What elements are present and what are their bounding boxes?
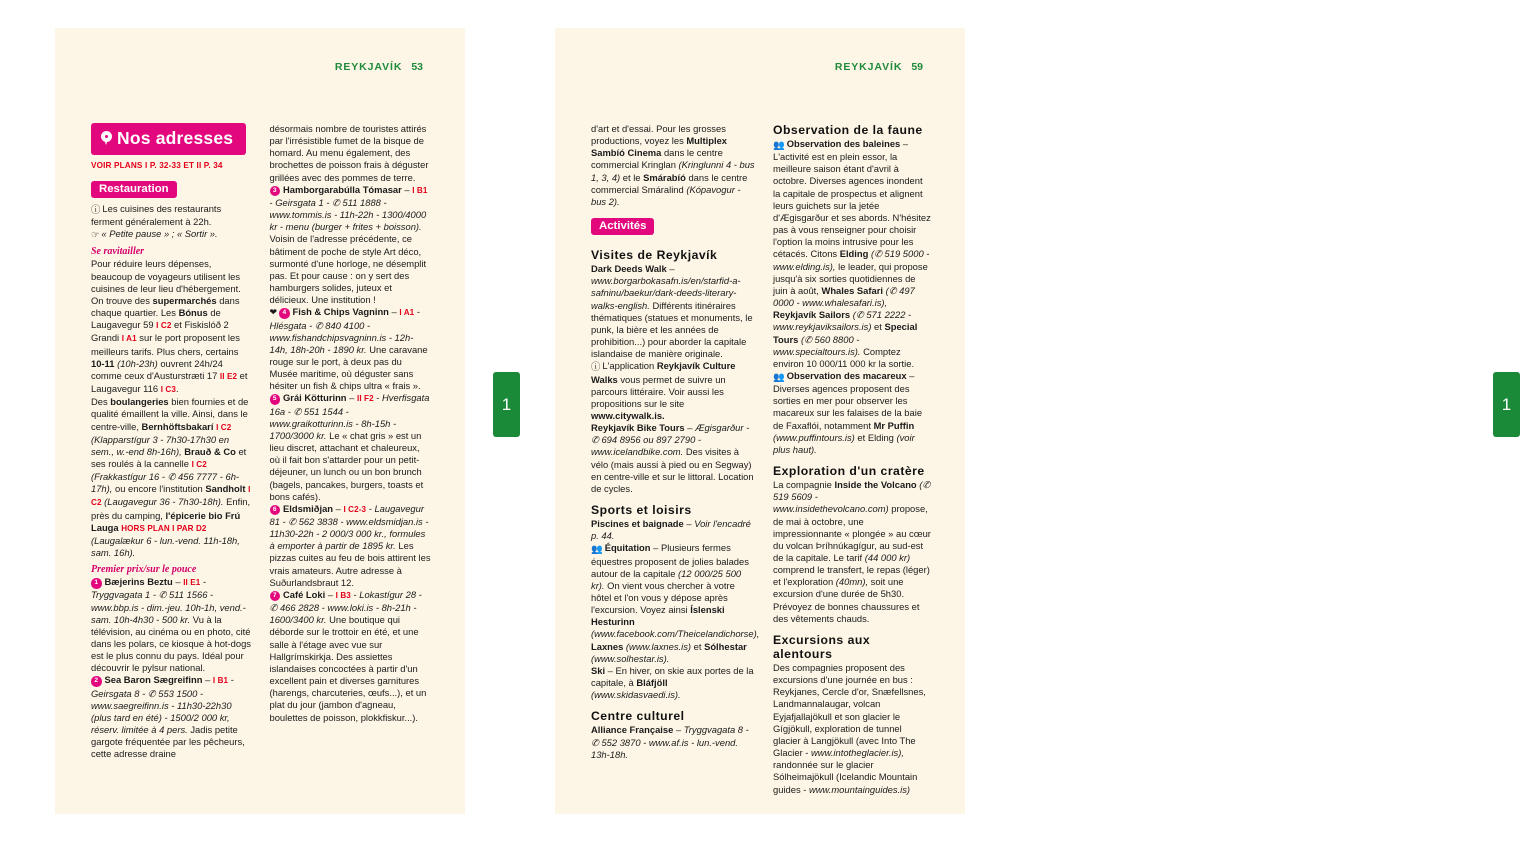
entry-number-badge: 2 [91,676,102,687]
entry-number-badge: 5 [270,394,281,405]
entry-number-badge: 1 [91,578,102,589]
entry-name: Dark Deeds Walk [591,263,667,275]
entry-map-code: I B1 [212,676,229,686]
entry-text: Voisin de l'adresse précédente, ce bâtiment de poche de style Art déco, surmonté d'une horloge, ne désemplit pas. Et pour cause : on y sert des hamburgers solides, juteux et délicieux. Une institution ! [269,233,427,306]
heading-cratere: Exploration d'un cratère [773,464,925,479]
horse-riding-icon: 👥 [591,543,603,555]
right-column-2 [773,123,931,795]
entry-map-code: I B1 [412,185,428,195]
entry-name: Reykjavík Bike Tours [591,422,685,434]
entry-name: Café Loki [283,588,326,600]
folio-page-number: 59 [911,61,923,73]
entry-text: Le « chat gris » est un lieu discret, attachant et chaleureux, où il fait bon s'attarder pour un petit-déjeuner, un lunch ou un bon brunch (bagels, pancakes, burgers, toasts et bons cafés). [269,429,424,502]
para-supermarches: Pour réduire leurs dépenses, beaucoup de voyageurs utilisent les cuisines de leur lieu d'hébergement. On trouve des supermarchés dans chaque quartier. Les Bónus de Laugavegur 59 I C2 et Fiskislóð 2 Grandi I A1 sur le port proposent les meilleurs tarifs. Plus chers, certains 10-11 (10h-23h) ouvrent 24h/24 comme ceux d'Austurstræti 17 II E2 et Laugavegur 116 I C3. [91,258,248,395]
right-page [555,28,1512,814]
entry-name: Équitation [604,542,651,554]
listing-entry-7: 7 Café Loki – I B3 - Lokastígur 28 - ✆ 466 2828 - www.loki.is - 8h-21h - 1600/3400 kr. Une boutique qui déborde sur le trottoir en été, et une salle à l'étage avec vue sur Hallgrímskirkja. Des assiettes islandaises concoctées à partir d'un excellent pain et diverses garnitures (harengs, charcuteries, œufs...), et un plat du jour (jambon d'agneau, boulettes de poisson, plokkfiskur...). [269,588,427,723]
left-page-columns [91,123,431,784]
listing-piscines: Piscines et baignade – Voir l'encadré p. 44. [591,518,751,542]
entry-text: Vu à la télévision, au cinéma ou en photo, cité dans les polars, ce kiosque à hot-dogs est le plus connu du pays. Idéal pour découvrir le pylsur national. [91,613,251,674]
entry-details: Tryggvagata 8 - ✆ 552 3870 - www.af.is - lun.-vend. 13h-18h. [591,724,749,760]
entry-name: Observation des baleines [786,138,901,149]
entry-details: Laugavegur 81 - ✆ 562 3838 - www.eldsmidjan.is - 11h30-22h - 2 000/3 000 kr., formules à emporter à partir de 1895 kr. [269,502,429,552]
folio-city: REYKJAVÍK [334,61,403,73]
entry-number-badge: 7 [270,591,281,602]
entry-text: Une caravane rouge sur le port, à deux pas du Musée maritime, où déguster sans hésiter un fish & chips ultra « frais ». [269,343,428,392]
para-boulangeries: Des boulangeries bien fournies et de qualité émaillent la ville. Ainsi, dans le centre-ville, Bernhöftsbakarí I C2 (Klapparstígur 3 - 7h30-17h30 en sem., w.-end 8h-16h), Brauð & Co et ses roulés à la cannelle I C2 (Frakkastígur 16 - ✆ 456 7777 - 6h-17h), ou encore l'institution Sandholt I C2 (Laugavegur 36 - 7h30-18h). Enfin, près du camping, l'épicerie bio Frú Lauga HORS PLAN I PAR D2 (Laugalækur 6 - lun.-vend. 11h-18h, sam. 16h). [91,396,251,559]
para-cratere: La compagnie Inside the Volcano (✆ 519 5609 - www.insidethevolcano.com) propose, de mai à octobre, une impressionnante « plongée » au cœur du volcan Þríhnúkagígur, au sud-est de la capitale. Le tarif (44 000 kr) comprend le transfert, le repas (léger) et l'exploration (40mn), soit une excursion d'une durée de 5h30. Prévoyez de bonnes chaussures et des vêtements chauds. [773,479,931,624]
entry-name: Piscines et baignade [591,518,684,530]
intro-hours: ⓘ Les cuisines des restaurants ferment généralement à 22h. [91,203,222,228]
entry-name: Sea Baron Sægreifinn [104,674,203,686]
entry-text: Les pizzas cuites au feu de bois attirent les vrais amateurs. Autre adresse à Suðurlandsbraut 12. [269,540,431,588]
listing-entry-4: ❤ 4 Fish & Chips Vagninn – I A1 - Hlésgata - ✆ 840 4100 - www.fishandchipsvagninn.is - 12h-14h, 18h-20h - 1890 kr. Une caravane rouge sur le port, à deux pas du Musée maritime, où déguster sans hésiter un fish & chips ultra « frais ». [269,306,428,392]
entry-name: Observation des macareux [786,369,907,381]
right-column-1 [591,123,760,784]
entry-map-code: I C2-3 [343,504,367,514]
listing-equitation: 👥 Équitation – Plusieurs fermes équestres proposent de jolies balades autour de la capitale (12 000/25 500 kr). On vient vous chercher à votre hôtel et l'on vous y dépose après l'excursion. Voyez ainsi Íslenski Hesturinn (www.facebook.com/Theicelandichorse), Laxnes (www.laxnes.is) et Sólhestar (www.solhestar.is). [591,542,760,664]
left-column-1 [91,123,253,784]
entry-text: Différents itinéraires thématiques (statues et monuments, le punk, la bière et les années de prohibition...) pour aborder la capitale islandaise de manière originale. [591,299,753,360]
listing-entry-5: 5 Grái Kötturinn – II F2 - Hverfisgata 16a - ✆ 551 1544 - www.graikotturinn.is - 8h-15h - 1700/3000 kr. Le « chat gris » est un lieu discret, attachant et chaleureux, où il fait bon s'attarder pour un petit-déjeuner, un lunch ou un bon brunch (bagels, pancakes, burgers, toasts et bons cafés). [269,392,430,502]
entry-map-code: I A1 [399,308,415,318]
entry-text: Voir l'encadré p. 44. [591,518,751,542]
folio-city: REYKJAVÍK [834,61,903,73]
entry-map-code: II E1 [183,578,201,588]
listing-bike-tours: Reykjavík Bike Tours – Ægisgarður - ✆ 694 8956 ou 897 2790 - www.icelandbike.com. Des visites à vélo (mais aussi à pied ou en Segway) en centre-ville et sur le littoral. Location de cycles. [591,422,754,494]
pointer-icon: ☞ [91,229,100,241]
heading-visites: Visites de Reykjavík [591,248,718,263]
heading-faune: Observation de la faune [773,123,923,137]
entry-text: Une boutique qui déborde sur le trottoir en été, et une salle à l'étage avec vue sur Hallgrímskirkja. Des assiettes islandaises concoctées à partir d'un excellent pain et diverses garnitures (harengs, charcuteries, œufs...), et un plat du jour (jambon d'agneau, boulettes de poisson, plokkfiskur...). [269,614,427,723]
listing-ski: Ski – En hiver, on skie aux portes de la capitale, à Bláfjöll (www.skidasvaedi.is). [591,664,754,701]
heading-excursions: Excursions aux alentours [773,632,871,661]
chapter-tab-label: 1 [1501,394,1512,414]
left-page [55,28,512,814]
listing-macareux: 👥 Observation des macareux – Diverses agences proposent des sorties en mer pour observer les macareux sur les falaises de la baie de Faxaflói, notamment Mr Puffin (www.puffintours.is) et Elding (voir plus haut). [773,369,923,455]
entry-text: Des visites à vélo (mais aussi à pied ou en Segway) en centre-ville et sur le littoral. Location de cycles. [591,446,754,494]
smartphone-app-icon: ⓘ [591,361,601,373]
entry-number-badge: 3 [270,186,281,197]
listing-dark-deeds: Dark Deeds Walk – www.borgarbokasafn.is/en/starfid-a-safninu/baekur/dark-deeds-literary-walks-english. Différents itinéraires thématiques (statues et monuments, le punk, la bière et les années de prohibition...) pour aborder la capitale islandaise de manière originale. [591,263,753,360]
entry-name: Grái Kötturinn [283,392,347,404]
plans-note: VOIR PLANS I P. 32-33 ET II P. 34 [91,161,223,170]
listing-alliance: Alliance Française – Tryggvagata 8 - ✆ 552 3870 - www.af.is - lun.-vend. 13h-18h. [591,724,749,760]
heading-sports: Sports et loisirs [591,503,692,518]
listing-baleines: 👥 Observation des baleines – L'activité est en plein essor, la meilleure saison étant d'avril à octobre. Diverses agences inondent la capitale de prospectus et alignent leurs guichets sur la jetée d'Ægisgarður et ses abords. N'hésitez pas à vous renseigner pour choisir l'option la moins intrusive pour les cétacés. Citons Elding (✆ 519 5000 - www.elding.is), le leader, qui propose jusqu'à six sorties quotidiennes de juin à août, Whales Safari (✆ 497 0000 - www.whalesafari.is), Reykjavík Sailors (✆ 571 2222 - www.reykjaviksailors.is) et Special Tours (✆ 560 8800 - www.specialtours.is). Comptez environ 10 000/11 000 kr la sortie. [773,138,931,369]
entry-name: Eldsmiðjan [283,502,334,514]
nos-adresses-banner [91,123,246,155]
entry-details: Hverfisgata 16a - ✆ 551 1544 - www.graikotturinn.is - 8h-15h - 1700/3000 kr. [269,392,430,441]
nos-adresses-title: Nos adresses [117,128,234,148]
right-page-folio [835,61,923,73]
entry-details: Geirsgata 8 - ✆ 553 1500 - www.saegreifinn.is - 11h30-22h30 (plus tard en été) - 1500/2 000 kr, réserv. limitée à 4 pers. [91,687,232,736]
listing-entry-6: 6 Eldsmiðjan – I C2-3 - Laugavegur 81 - ✆ 562 3838 - www.eldsmidjan.is - 11h30-22h - 2 000/3 000 kr., formules à emporter à partir de 1895 kr. Les pizzas cuites au feu de bois attirent les vrais amateurs. Autre adresse à Suðurlandsbraut 12. [269,502,431,588]
entry-name: Fish & Chips Vagninn [292,306,389,318]
entry-name: Ski [591,664,606,676]
entry-map-code: II F2 [356,394,374,404]
entry-details: Hlésgata - ✆ 840 4100 - www.fishandchipsvagninn.is - 12h-14h, 18h-20h - 1890 kr. [269,319,414,355]
continued-text: désormais nombre de touristes attirés par l'irrésistible fumet de la bisque de homard. Au menu également, des brochettes de poisson frais à déguster grillées avec des pommes de terre. [269,123,429,183]
listing-culture-walks: ⓘ L'application Reykjavík Culture Walks vous permet de suivre un parcours littéraire. Voir aussi les propositions sur le site www.citywalk.is. [591,360,736,421]
entry-text: Jadis petite gargote fréquentée par les pêcheurs, cette adresse draine [91,724,245,760]
heading-centre-culturel: Centre culturel [591,709,685,724]
subhead-se-ravitailler: Se ravitailler [91,246,145,258]
entry-details: Ægisgarður - ✆ 694 8956 ou 897 2790 - www.icelandbike.com. [591,422,750,458]
left-page-folio [335,61,423,73]
entry-name: Hamborgarabúlla Tómasar [283,183,402,195]
info-clock-icon: ⓘ [91,204,101,215]
map-pin-icon [101,131,112,146]
right-page-columns [591,123,931,795]
puffin-watching-icon: 👥 [773,370,785,382]
left-column-2 [270,123,432,784]
listing-entry-1: 1 Bæjerins Beztu – II E1 - Tryggvagata 1 - ✆ 511 1566 - www.bbp.is - dim.-jeu. 10h-1h, vend.-sam. 10h-4h30 - 500 kr. Vu à la télévision, au cinéma ou en photo, cité dans les polars, ce kiosque à hot-dogs est le plus connu du pays. Idéal pour découvrir le pylsur national. [91,576,251,674]
entry-details: Lokastígur 28 - ✆ 466 2828 - www.loki.is - 8h-21h - 1600/3400 kr. [269,588,422,626]
entry-number-badge: 4 [279,308,290,319]
entry-details: www.borgarbokasafn.is/en/starfid-a-safninu/baekur/dark-deeds-literary-walks-english. [591,275,741,311]
listing-entry-3: 3 Hamborgarabúlla Tómasar – I B1 - Geirsgata 1 - ✆ 511 1888 - www.tommis.is - 11h-22h - 1300/4000 kr - menu (burger + frites + boisson). Voisin de l'adresse précédente, ce bâtiment de poche de style Art déco, surmonté d'une horloge, ne désemplit pas. Et pour cause : on y sert des hamburgers solides, juteux et délicieux. Une institution ! [269,183,428,306]
chapter-tab-left [493,372,520,437]
category-activites: Activités [591,218,654,235]
listing-entry-2: 2 Sea Baron Sægreifinn – I B1 - Geirsgata 8 - ✆ 553 1500 - www.saegreifinn.is - 11h30-22h30 (plus tard en été) - 1500/2 000 kr, réserv. limitée à 4 pers. Jadis petite gargote fréquentée par les pêcheurs, cette adresse draine [91,674,245,760]
chapter-tab-label: 1 [501,394,512,414]
category-restauration: Restauration [91,181,177,198]
entry-details: Tryggvagata 1 - ✆ 511 1566 - www.bbp.is - dim.-jeu. 10h-1h, vend.-sam. 10h-4h30 - 500 kr. [91,589,246,625]
entry-name: Bæjerins Beztu [104,576,173,588]
folio-page-number: 53 [411,61,423,73]
subhead-premier-prix: Premier prix/sur le pouce [91,564,197,576]
chapter-tab-right [1493,372,1520,437]
para-excursions: Des compagnies proposent des excursions d'une journée en bus : Reykjanes, Cercle d'or, Snæfellsnes, Landmannalaugar, volcan Eyjafjallajökull et son glacier le Gígjökull, exploration de tunnel glacier à Langjökull (avec Into The Glacier - www.intotheglacier.is), randonnée sur le glacier Sólheimajökull (Icelandic Mountain guides - www.mountainguides.is) [773,661,926,795]
entry-map-code: I B3 [335,590,351,600]
entry-name: Alliance Française [591,724,674,736]
whale-watching-icon: 👥 [773,139,785,150]
entry-number-badge: 6 [270,505,281,516]
intro-crossref: ☞ « Petite pause » ; « Sortir ». [91,228,218,241]
heart-icon: ❤ [269,307,278,318]
entry-details: Geirsgata 1 - ✆ 511 1888 - www.tommis.is - 11h-22h - 1300/4000 kr - menu (burger + frites + boisson). [269,196,427,233]
continued-text: d'art et d'essai. Pour les grosses productions, voyez les Multiplex Sambíó Cinema dans le centre commercial Kringlan (Kringlunni 4 - bus 1, 3, 4) et le Smárabíó dans le centre commercial Smáralind (Kópavogur - bus 2). [591,123,755,207]
